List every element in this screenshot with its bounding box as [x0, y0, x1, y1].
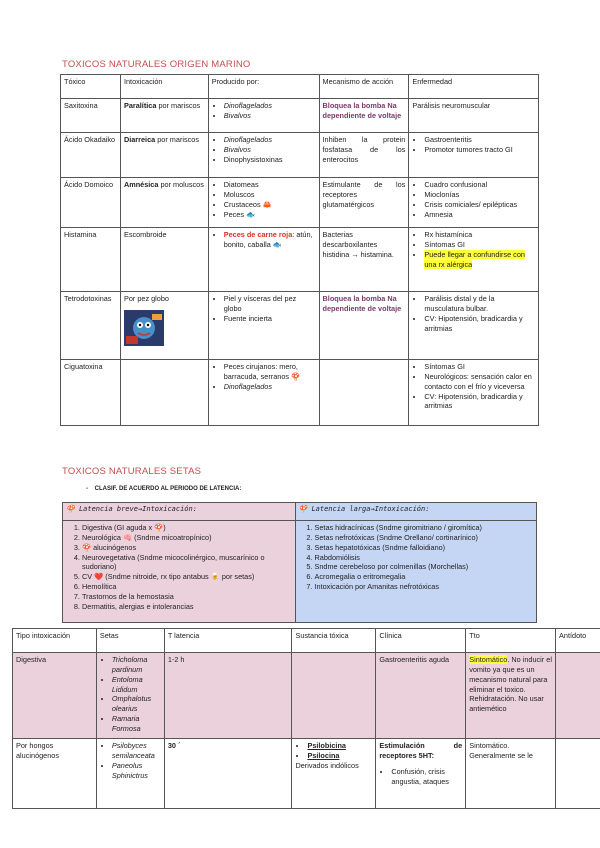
- disease: • Cuadro confusional • Mioclonías • Crisis comiciales/ epilépticas • Amnesia: [409, 178, 539, 228]
- mushroom-intoxication-table: [12, 628, 600, 809]
- clinica: Gastroenteritis aguda: [376, 653, 466, 739]
- mechanism: Inhiben la protein fosfatasa de los enterocitos: [319, 133, 409, 178]
- classification-bullet: - CLASIF. DE ACUERDO AL PERIODO DE LATENCIA:: [86, 486, 242, 492]
- setas-list: • Psilobyces semilanceata • Paneolus Sphinictrus: [96, 739, 164, 809]
- toxin-name: Ciguatoxina: [61, 360, 121, 426]
- disease: • Rx histamínica • Síntomas GI • Puede llegar a confundirse con una rx alérgica: [409, 228, 539, 292]
- table-row: [61, 360, 539, 426]
- mechanism: Bacterias descarboxilantes histidina → histamina.: [319, 228, 409, 292]
- clinica: Estimulación de receptores 5HT: • Confusión, crisis angustia, ataques: [376, 739, 466, 809]
- toxin-name: Histamina: [61, 228, 121, 292]
- latencia: 30 ´: [164, 739, 292, 809]
- producers: • Dinoflagelados • Bivalvos • Dinophysistoxinas: [208, 133, 319, 178]
- sustancia: [292, 653, 376, 739]
- mechanism: Estimulante de los receptores glutamatérgicos: [319, 178, 409, 228]
- intoxication: [120, 360, 208, 426]
- toxin-name: Tetrodotoxinas: [61, 292, 121, 360]
- header-sustancia: Sustancia tóxica: [292, 629, 376, 653]
- header-enfermedad: Enfermedad: [409, 75, 539, 99]
- intoxication: Paralítica por mariscos: [120, 99, 208, 133]
- header-mecanismo: Mecanismo de acción: [319, 75, 409, 99]
- antidoto: [556, 653, 600, 739]
- header-latencia: T latencia: [164, 629, 292, 653]
- latency-long-header: 🍄 Latencia larga→Intoxicación:: [295, 503, 537, 521]
- table-row: [13, 739, 600, 809]
- tipo: Por hongos alucinógenos: [13, 739, 97, 809]
- producers: • Peces de carne roja: atún, bonito, caballa 🐟: [208, 228, 319, 292]
- producers: • Peces cirujanos: mero, barracuda, serranos 🍄 • Dinoflagelados: [208, 360, 319, 426]
- disease: • Parálisis distal y de la musculatura bulbar. • CV: Hipotensión, bradicardia y arritmias: [409, 292, 539, 360]
- table-row: [61, 228, 539, 292]
- header-tto: Tto: [466, 629, 556, 653]
- mechanism: Bloquea la bomba Na dependiente de voltaje: [319, 99, 409, 133]
- latency-long-list: 1. Setas hidracínicas (Sndme giromitriano / giromítica) 2. Setas nefrotóxicas (Sndme Orellano/ cortinarínico) 3. Setas hepatotóxicas (Sndme falloidiano) 4. Rabdomiólisis 5. Sndme cerebeloso por colmenillas (Morchellas) 6. Acromegalia o eritromegalia 7. Intoxicación por Amanitas nefrotóxicas: [295, 521, 537, 623]
- intoxication: Escombroide: [120, 228, 208, 292]
- table-row: [13, 653, 600, 739]
- table-row: [61, 133, 539, 178]
- header-clinica: Clínica: [376, 629, 466, 653]
- producers: • Piel y vísceras del pez globo • Fuente incierta: [208, 292, 319, 360]
- table-row: [61, 99, 539, 133]
- header-antidoto: Antídoto: [556, 629, 600, 653]
- disease: Parálisis neuromuscular: [409, 99, 539, 133]
- header-toxico: Tóxico: [61, 75, 121, 99]
- tipo: Digestiva: [13, 653, 97, 739]
- latency-table: [62, 502, 537, 623]
- header-tipo: Tipo intoxicación: [13, 629, 97, 653]
- pufferfish-illustration-icon: [124, 310, 164, 346]
- mushroom-toxins-title: TOXICOS NATURALES SETAS: [62, 466, 202, 477]
- sustancia: • Psilobicina • Psilocina Derivados indólicos: [292, 739, 376, 809]
- latencia: 1-2 h: [164, 653, 292, 739]
- header-intoxicacion: Intoxicación: [120, 75, 208, 99]
- disease: • Gastroenteritis • Promotor tumores tracto GI: [409, 133, 539, 178]
- header-producido: Producido por:: [208, 75, 319, 99]
- intoxication: Por pez globo: [120, 292, 208, 360]
- mushroom-icon: 🍄: [298, 505, 308, 513]
- setas-list: • Tricholoma pardinum • Entoloma Lididum • Omphalotus olearius • Ramaria Formosa: [96, 653, 164, 739]
- intoxication: Amnésica por moluscos: [120, 178, 208, 228]
- marine-toxins-title: TOXICOS NATURALES ORIGEN MARINO: [62, 59, 251, 70]
- mushroom-icon: 🍄: [66, 505, 75, 513]
- mechanism: Bloquea la bomba Na dependiente de voltaje: [319, 292, 409, 360]
- toxin-name: Ácido Domoico: [61, 178, 121, 228]
- table-row: [61, 178, 539, 228]
- tto: Sintomático. No inducir el vomito ya que es un mecanismo natural para eliminar el toxico. Rehidratación. No usar antiemético: [466, 653, 556, 739]
- latency-short-list: 1. Digestiva (GI aguda x 🍄) 2. Neurológica 🧠 (Sndme micoatropínico) 3. 🍄 alucinógenos 4. Neurovegetativa (Sndme micocolinérgico, muscarínico o sudoriano) 5. CV ❤️ (Sndme nitroide, rx tipo antabus 🍺 por setas) 6. Hemolítica 7. Trastornos de la hemostasia 8. Dermatitis, alergias e intolerancias: [63, 521, 296, 623]
- mechanism: [319, 360, 409, 426]
- header-setas: Setas: [96, 629, 164, 653]
- tto: Sintomático. Generalmente se le: [466, 739, 556, 809]
- toxin-name: Ácido Okadaiko: [61, 133, 121, 178]
- antidoto: [556, 739, 600, 809]
- producers: • Diatomeas • Moluscos • Crustaceos 🦀 • Peces 🐟: [208, 178, 319, 228]
- table-row: [61, 292, 539, 360]
- toxin-name: Saxitoxina: [61, 99, 121, 133]
- disease: • Síntomas GI • Neurológicos: sensación calor en contacto con el frío y viceversa • CV: Hipotensión, bradicardia y arritmias: [409, 360, 539, 426]
- marine-toxins-table: [60, 74, 539, 426]
- producers: • Dinoflagelados • Bivalvos: [208, 99, 319, 133]
- latency-short-header: 🍄 Latencia breve→Intoxicación:: [63, 503, 296, 521]
- intoxication: Diarreica por mariscos: [120, 133, 208, 178]
